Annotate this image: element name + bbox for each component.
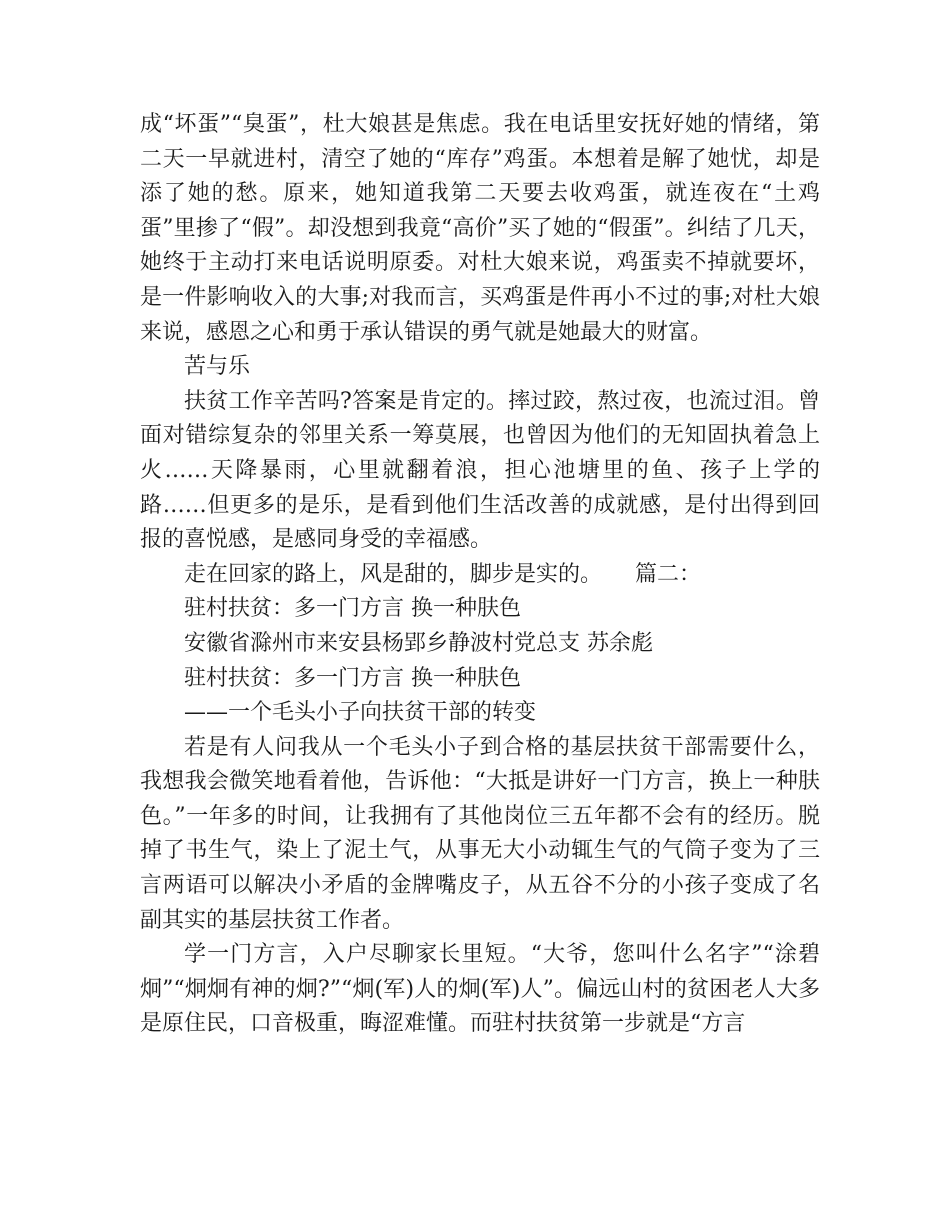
article-title: 驻村扶贫：多一门方言 换一种肤色: [184, 665, 521, 691]
body-paragraph: 走在回家的路上，风是甜的，脚步是实的。 篇二：: [184, 561, 702, 587]
section-heading: 苦与乐: [184, 354, 251, 380]
body-paragraph: 学一门方言，入户尽聊家长里短。“大爷，您叫什么名字”“涂碧炯”“炯炯有神的炯?”“炯(军)人的炯(军)人”。偏远山村的贫困老人大多是原住民，口音极重，晦涩难懂。而驻村扶贫第一步就是“方言: [140, 942, 820, 1037]
body-paragraph: 若是有人问我从一个毛头小子到合格的基层扶贫干部需要什么，我想我会微笑地看着他，告诉他：“大抵是讲好一门方言，换上一种肤色。”一年多的时间，让我拥有了其他岗位三五年都不会有的经历。脱掉了书生气，染上了泥土气，从事无大小动辄生气的气筒子变为了三言两语可以解决小矛盾的金牌嘴皮子，从五谷不分的小孩子变成了名副其实的基层扶贫工作者。: [140, 734, 820, 933]
body-paragraph: 成“坏蛋”“臭蛋”，杜大娘甚是焦虑。我在电话里安抚好她的情绪，第二天一早就进村，清空了她的“库存”鸡蛋。本想着是解了她忧，却是添了她的愁。原来，她知道我第二天要去收鸡蛋，就连夜在“土鸡蛋”里掺了“假”。却没想到我竟“高价”买了她的“假蛋”。纠结了几天，她终于主动打来电话说明原委。对杜大娘来说，鸡蛋卖不掉就要坏，是一件影响收入的大事;对我而言，买鸡蛋是件再小不过的事;对杜大娘来说，感恩之心和勇于承认错误的勇气就是她最大的财富。: [140, 112, 820, 345]
article-subtitle: ——一个毛头小子向扶贫干部的转变: [184, 700, 537, 726]
article-title: 驻村扶贫：多一门方言 换一种肤色: [184, 596, 521, 622]
body-paragraph: 扶贫工作辛苦吗?答案是肯定的。摔过跤，熬过夜，也流过泪。曾面对错综复杂的邻里关系一筹莫展，也曾因为他们的无知固执着急上火……天降暴雨，心里就翻着浪，担心池塘里的鱼、孩子上学的路……但更多的是乐，是看到他们生活改善的成就感，是付出得到回报的喜悦感，是感同身受的幸福感。: [140, 388, 820, 553]
document-body: [140, 108, 820, 1042]
author-line: 安徽省滁州市来安县杨郢乡静波村党总支 苏余彪: [184, 630, 653, 656]
